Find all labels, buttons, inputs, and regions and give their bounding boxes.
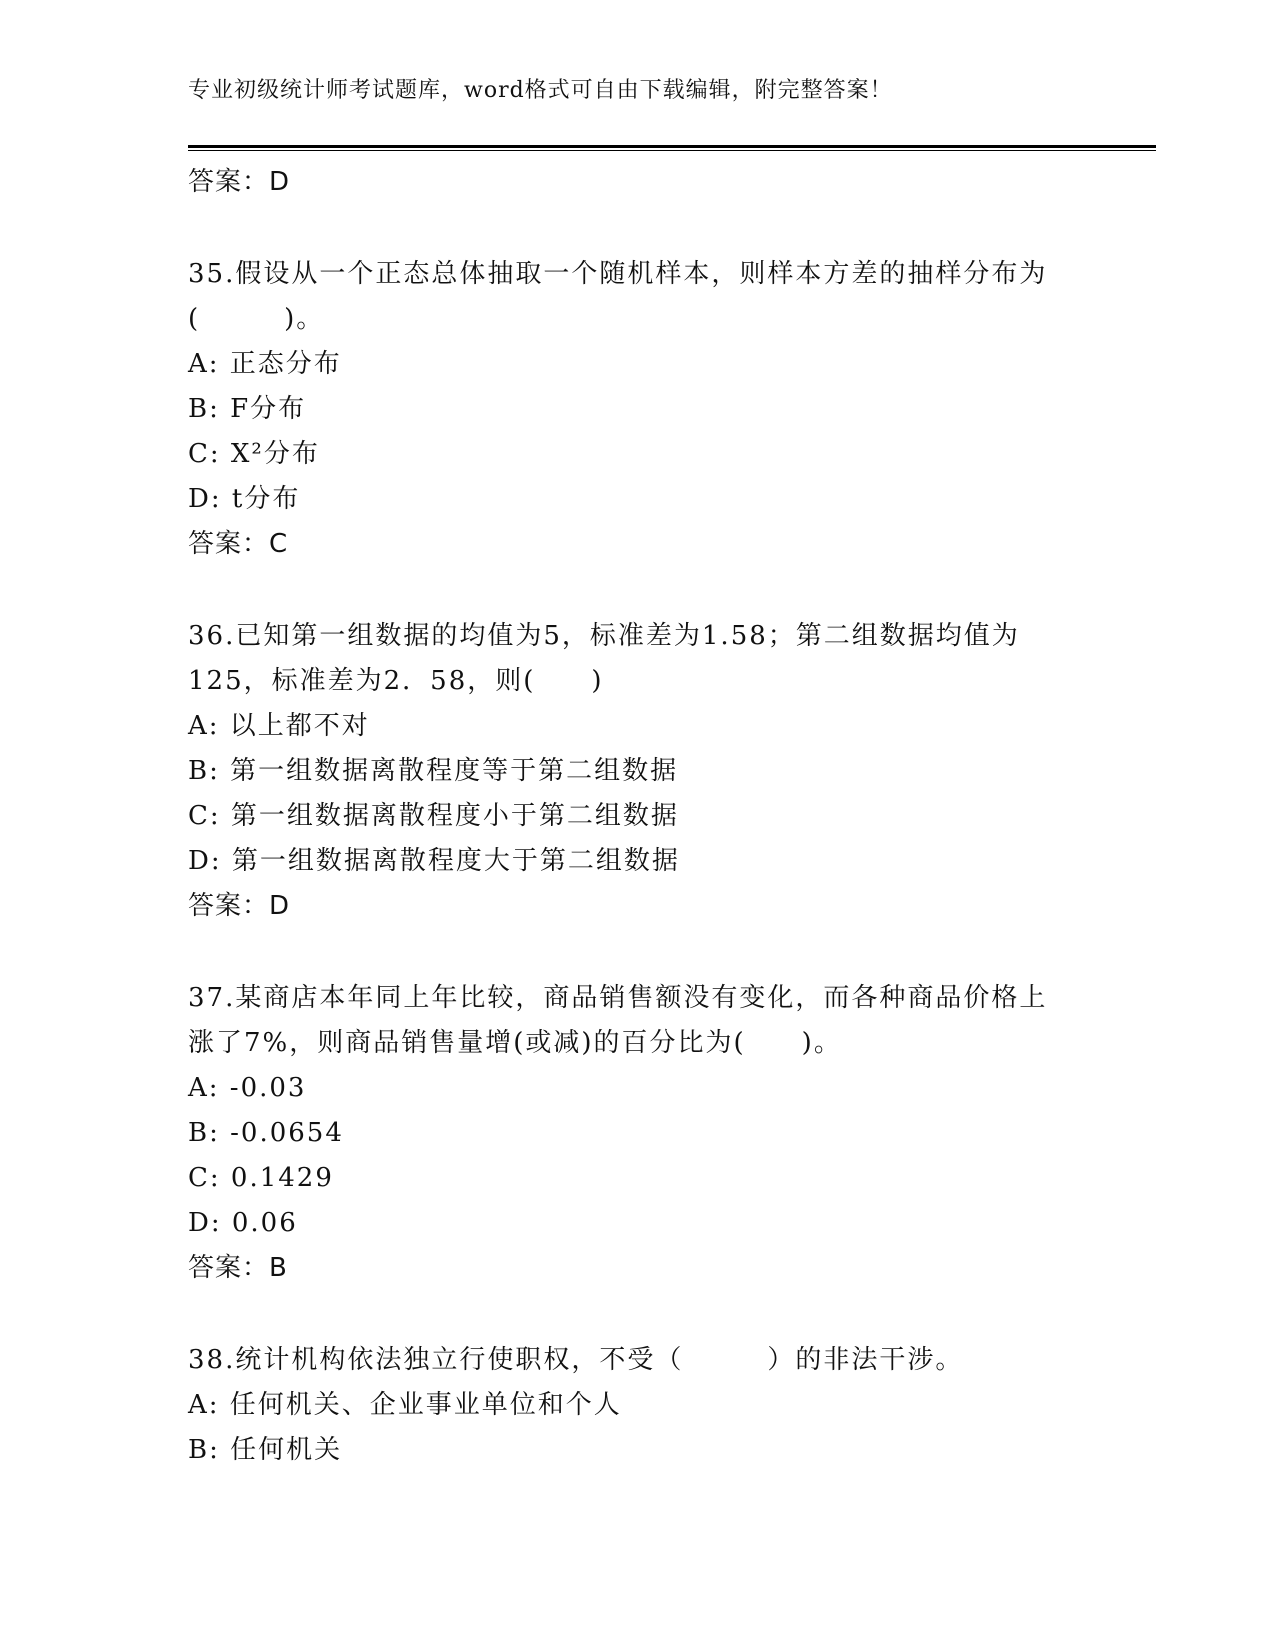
header-rule (188, 145, 1156, 148)
question-37 (188, 976, 1088, 1291)
spacer (188, 929, 1088, 976)
option-b: B: 第一组数据离散程度等于第二组数据 (188, 756, 679, 786)
option-a: A: -0.03 (188, 1073, 307, 1103)
answer-text: 答案：C (188, 529, 289, 559)
answer-text: 答案：D (188, 167, 291, 197)
question-35 (188, 252, 1088, 567)
spacer (188, 567, 1088, 614)
spacer (188, 205, 1088, 252)
option-c: C: 第一组数据离散程度小于第二组数据 (188, 801, 679, 831)
option-c: C: X²分布 (188, 439, 320, 469)
question-text: 37.某商店本年同上年比较，商品销售额没有变化，而各种商品价格上 (188, 983, 1048, 1013)
question-38 (188, 1338, 1088, 1473)
option-b: B: F分布 (188, 394, 307, 424)
option-d: D: 0.06 (188, 1208, 298, 1238)
spacer (188, 1291, 1088, 1338)
question-content (188, 160, 1088, 1473)
option-b: B: 任何机关 (188, 1435, 343, 1465)
option-d: D: 第一组数据离散程度大于第二组数据 (188, 846, 680, 876)
question-text: ( )。 (188, 304, 325, 334)
option-c: C: 0.1429 (188, 1163, 334, 1193)
page-header: 专业初级统计师考试题库，word格式可自由下载编辑，附完整答案！ (188, 78, 893, 103)
question-text: 涨了7%，则商品销售量增(或减)的百分比为( )。 (188, 1028, 842, 1058)
option-a: A: 任何机关、企业事业单位和个人 (188, 1390, 622, 1420)
option-a: A: 正态分布 (188, 349, 342, 379)
option-b: B: -0.0654 (188, 1118, 344, 1148)
header-rule-thin (188, 150, 1156, 151)
answer-text: 答案：B (188, 1253, 288, 1283)
answer-text: 答案：D (188, 891, 291, 921)
option-d: D: t分布 (188, 484, 301, 514)
question-text: 38.统计机构依法独立行使职权，不受（ ）的非法干涉。 (188, 1345, 964, 1375)
question-36 (188, 614, 1088, 929)
option-a: A: 以上都不对 (188, 711, 370, 741)
question-text: 36.已知第一组数据的均值为5，标准差为1.58；第二组数据均值为 (188, 621, 1020, 651)
question-text: 125，标准差为2．58，则( ) (188, 666, 604, 696)
question-text: 35.假设从一个正态总体抽取一个随机样本，则样本方差的抽样分布为 (188, 259, 1048, 289)
